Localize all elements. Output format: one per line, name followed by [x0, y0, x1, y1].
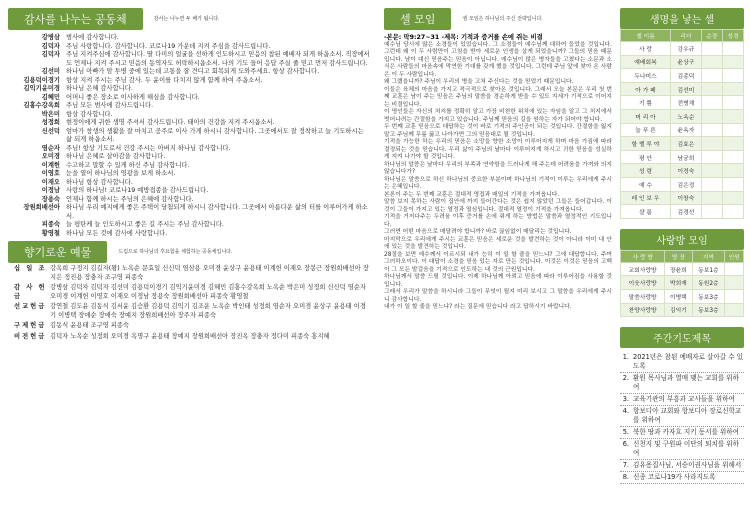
cell-row	[621, 177, 744, 191]
table-cell	[725, 262, 744, 276]
table-cell: 김경선	[671, 205, 702, 219]
gratitude-name: 김홍수강옥희	[23, 102, 60, 109]
gratitude-name: 피종숙	[41, 221, 60, 228]
table-cell: 두나미스	[621, 69, 671, 83]
gratitude-text: 주님! 항상 기도로서 건강 주시는 아버지 하나님 감사합니다.	[66, 144, 231, 152]
prayer-text: 김유용집사님, 서승이권사님을 위해서	[633, 461, 742, 470]
gratitude-name: 황영철	[41, 229, 60, 237]
prayer-number: 2.	[622, 374, 629, 383]
table-cell: 평 안	[621, 150, 671, 164]
table-cell: 찬양사랑방	[621, 303, 665, 317]
table-cell	[725, 303, 744, 317]
table-cell	[722, 205, 743, 219]
offering-row	[8, 303, 370, 320]
table-cell: 노옥순	[671, 109, 702, 123]
table-cell	[701, 82, 722, 96]
gratitude-subtitle: 감사는 나누면 두 배가 됩니다.	[153, 16, 220, 22]
table-cell	[701, 69, 722, 83]
sermon-body	[384, 34, 612, 312]
table-cell: 레 인 보 우	[621, 191, 671, 205]
prayer-text: 신종 코로나19가 사라지도록	[633, 473, 716, 482]
offering-names: 강연철 김도윤 김동식 김서윤 김승환 김용덕 김익기 김조운 노옥순 박인태 성정희 염순자 오미경 윤상구 윤용태 이경기 이병택 장애순 장애숙 장예지 장원희배선아 장주자 피종숙	[50, 303, 366, 319]
sermon-paragraph: 28절을 보면 예수께서 이르시되 내가 능히 이 일 할 줄을 믿느냐? 그에 대답합니다. 주여 그러하오이다. 이 대답이 소경을 믿음 있는 자로 만든 것입니다. 이것은 이것은 믿음의 고백이 그 모든 발걸음을 기적으로 인도하는 내 것의 근원입니다.	[384, 251, 612, 273]
table-cell	[701, 137, 722, 151]
gratitude-name: 신선덕	[41, 127, 60, 135]
prayers-list	[620, 352, 744, 484]
offering-list	[8, 265, 370, 341]
gratitude-row	[8, 68, 370, 77]
gratitude-text: 하나님 은혜 감사합니다.	[66, 85, 133, 92]
gratitude-row	[8, 102, 370, 111]
table-cell	[725, 276, 744, 290]
table-cell: 할 렐 루 야	[621, 137, 671, 151]
gratitude-text: 하나님 은혜로 살아감을 감사합니다.	[66, 153, 166, 160]
table-cell	[701, 150, 722, 164]
offering-category: 감 사 헌 금	[14, 284, 47, 300]
gratitude-name: 장용숙	[41, 195, 60, 203]
table-header: 인원	[725, 250, 744, 262]
sermon-title-badge: 셀 모임	[384, 8, 451, 30]
table-cell	[701, 109, 722, 123]
table-cell	[722, 82, 743, 96]
table-cell	[722, 96, 743, 110]
mothers-table	[620, 250, 744, 317]
table-cell: 동보3층	[692, 289, 725, 303]
offering-names: 김동식 윤용태 조구영 피종숙	[50, 322, 129, 329]
prayer-text: 신천지 및 구원파 이단의 퇴치를 위하여	[633, 440, 740, 458]
table-cell: 강우규	[671, 42, 702, 56]
prayer-item	[620, 460, 744, 472]
gratitude-text: 하나님 우리 예지에게 좋은 주택이 당첨되게 하시니 감사합니다. 그곳에서 아름다운 삶의 터를 이루어가게 하소서.	[66, 204, 368, 220]
table-cell	[722, 150, 743, 164]
room-row	[621, 276, 744, 290]
table-cell: 성 령	[621, 164, 671, 178]
table-header: 성경	[722, 30, 743, 42]
table-cell: 예 수	[621, 177, 671, 191]
cell-row	[621, 191, 744, 205]
gratitude-row	[8, 170, 370, 179]
table-cell: 샬 롬	[621, 205, 671, 219]
gratitude-name: 김덕자	[41, 51, 60, 58]
sermon-heading: -본문: 막9:27~31 -제목: 기적과 증거를 손에 쥐는 비결	[384, 34, 543, 41]
prayer-item	[620, 394, 744, 406]
gratitude-name: 이영호	[41, 170, 60, 177]
table-cell: 박희재	[665, 276, 692, 290]
table-cell	[701, 205, 722, 219]
gratitude-text: 주님 지켜주심에 감사합니다. 딸 다미의 얼굴을 선하게 인도하시고 믿음의 참된 예배자 되게 하옵소서. 직장에서도 언제나 지켜 주시고 믿음의 동역자도 허락하시옵소서. 나의 기도 들어 응답 주실 줄 믿고 먼저 감사드립니다.	[66, 51, 370, 67]
offering-row	[8, 333, 370, 342]
gratitude-text: 엄마가 창생의 생활을 잘 마치고 공주로 이사 가게 하시니 감사합니다. 그곳에서도 잘 정착하고 늘 기도하시는 삶 되게 하옵소서.	[66, 127, 364, 143]
table-cell: 윤상구	[671, 55, 702, 69]
table-cell: 동보1층	[692, 262, 725, 276]
table-header: 방 장	[665, 250, 692, 262]
gratitude-text: 항상 지켜 주시는 주님 감사. 두 윤이를 다치지 않게 함께 하여 주옵소서.	[66, 76, 263, 84]
table-cell	[722, 191, 743, 205]
sermon-paragraph: 이 명인들은 자신의 처지를 정확히 알고 가장 비천한 위치에 있는 자임을 알고 그 처지에서 벗어나려는 간절함을 가지고 있습니다. 주님께 믿음의 길을 원하는 자가 되어야 합니다.	[384, 109, 612, 123]
gratitude-name: 이재오	[41, 178, 60, 186]
table-cell: 김효은	[671, 137, 702, 151]
mothers-title: 사랑방 모임	[620, 229, 744, 250]
table-cell	[701, 191, 722, 205]
right-column	[620, 8, 744, 484]
prayer-text: 2021년은 참된 예배자로 살아갈 수 있도록	[633, 353, 744, 371]
prayer-number: 5.	[622, 428, 629, 437]
prayers-title: 주간기도제목	[620, 327, 744, 348]
table-cell	[722, 42, 743, 56]
gratitude-name: 오미경	[41, 153, 60, 160]
table-cell: 말씀사랑방	[621, 289, 665, 303]
gratitude-row	[8, 43, 370, 52]
table-cell	[722, 109, 743, 123]
prayer-text: 교육기관의 부흥과 교사들을 위하여	[633, 395, 735, 404]
cell-row	[621, 123, 744, 137]
cell-row	[621, 109, 744, 123]
table-cell: 머 리 아	[621, 109, 671, 123]
gratitude-row	[8, 119, 370, 128]
table-cell: 동보3층	[692, 303, 725, 317]
table-cell: 전병채	[671, 96, 702, 110]
offering-category: 선교헌금	[14, 303, 47, 310]
offering-names: 김덕자 노옥순 성정희 오미경 옥명구 윤용태 장예지 장원희배선아 장진옥 장충자 정다미 피종숙 홍지혜	[50, 332, 330, 340]
table-cell: 김종덕	[671, 69, 702, 83]
gratitude-text: 하나님 항상 감사합니다.	[66, 178, 133, 186]
gratitude-text: 수고하고 말할 수 있게 하신 주님 감사합니다.	[66, 161, 190, 169]
table-cell: 윤옥자	[671, 123, 702, 137]
gratitude-name: 염순자	[41, 144, 60, 152]
sermon-paragraph: 마지막으로 우리에게 주시는 교훈은 믿음은 세로운 것을 발견하는 것이 아니라 이미 내 안에 있는 것을 발견하는 것입니다.	[384, 236, 612, 250]
sermon-subtitle: 셀 모임은 하나님의 주신 전략입니다.	[462, 16, 543, 22]
offering-names: 강병삼 김덕자 김덕자 김선미 김용덕이경기 김익기윤미경 김혜민 김홍수강옥희 노옥순 박은미 성정희 신신덕 염순자 오미경 이계헌 이영호 이재오 이정남 장용숙 장원희배선아 피종숙 황영철	[50, 284, 366, 300]
cell-row	[621, 55, 744, 69]
sermon-paragraph: 내가 이 일 할 줄을 믿느냐? 라는 질문에 믿습니다 라고 답하시기 바랍니다.	[384, 304, 572, 310]
sermon-paragraphs	[384, 42, 612, 312]
table-cell	[722, 177, 743, 191]
offering-category: 비전헌금	[14, 332, 47, 340]
table-cell: 김선미	[671, 82, 702, 96]
offering-section	[8, 241, 370, 341]
table-cell: 김익기	[665, 303, 692, 317]
gratitude-name: 김덕자	[41, 42, 60, 50]
gratitude-text: 주님 모든 범사에 감사드립니다.	[66, 102, 154, 109]
sermon-paragraph: 기적을 거저다주는 두려움 이후 증거를 손에 쥐게 하는 방법은 말씀과 열정적인 기도입니다.	[384, 214, 612, 228]
offering-category: 구제헌금	[14, 322, 47, 329]
gratitude-text: 언제나 함께 하시는 주님의 은혜에 감사합니다.	[66, 195, 194, 203]
table-cell	[701, 42, 722, 56]
gratitude-row	[8, 51, 370, 68]
prayer-item	[620, 406, 744, 427]
offering-subtitle: 드림으로 하나님의 후요함을 체험하는 공동체입니다.	[118, 249, 233, 255]
gratitude-name: 김선미	[41, 68, 60, 75]
prayer-number: 7.	[622, 461, 629, 470]
sermon-paragraph: 말씀 보지 못하는 사람이 집안에 까지 들어간다는 것은 쉽지 않았던 그들은 들어갑니다. 이것이 그들이 가지고 있는 열정과 열심입니다. 절대적 열정이 기적을 가져옵니다.	[384, 199, 612, 213]
room-row	[621, 303, 744, 317]
table-cell	[722, 137, 743, 151]
gratitude-name: 강병삼	[41, 34, 60, 41]
offering-header	[8, 241, 370, 263]
gratitude-text: 항상 감사합니다.	[66, 110, 113, 118]
prayer-item	[620, 439, 744, 460]
offering-category: 십 일 조	[14, 265, 47, 272]
table-cell	[722, 123, 743, 137]
gratitude-row	[8, 34, 370, 43]
sermon-paragraph: 이들은 육체의 마음을 가지고 적극적으로 찾아온 것입니다. 그래서 오늘 본문은 우리 첫 번째 교훈은 남이 주는 믿음은 주님의 말씀을 경순하게 받을 수 있도 지세가 기적으로 이어지는 비결입니다.	[384, 86, 612, 108]
gratitude-row	[8, 162, 370, 171]
cell-row	[621, 150, 744, 164]
gratitude-text: 사랑의 하나님! 코로나19 예방접종을 감사드립니다.	[66, 187, 209, 194]
gratitude-row	[8, 204, 370, 221]
prayer-number: 8.	[622, 473, 629, 482]
table-cell: 예배회복	[621, 55, 671, 69]
offering-row	[8, 265, 370, 282]
gratitude-list	[8, 34, 370, 238]
cell-row	[621, 137, 744, 151]
room-row	[621, 262, 744, 276]
gratitude-row	[8, 77, 370, 86]
gratitude-text: 눈을 열어 하나님의 영광을 보게 하소서.	[66, 170, 176, 177]
sermon-paragraph: 예수님 당시에 많은 소경들이 있었습니다. 그 소경들이 예수님께 대하여 들었을 것입니다. 그런데 왜 이 두 사람만이 고침을 받아 세로운 인생을 살게 되었을니까? 그들의 믿음 때문입니다. 남이 대신 믿음주는 믿음이 아닙니다. 예수님이 많은 병자들을 고쳤다는 소문과 소식은 사람들의 마음속에 막연한 기대를 갖게 했을 것입니다. 그런데 주님 앞에 찾아 온 사람은 이 두 사람입니다.	[384, 41, 612, 78]
prayer-number: 3.	[622, 395, 629, 404]
sermon-paragraph: 하나님의 말씀은 날마다 우리의 부족과 연약함을 드러나게 해 주는데 어려움을 가져와 의지 않습니다가?	[384, 161, 612, 175]
cell-row	[621, 69, 744, 83]
table-cell: 장윤희	[665, 262, 692, 276]
cell-row	[621, 96, 744, 110]
table-cell: 동원2층	[692, 276, 725, 290]
gratitude-row	[8, 128, 370, 145]
table-header: 순장	[701, 30, 722, 42]
prayer-item	[620, 352, 744, 373]
room-row	[621, 289, 744, 303]
cell-row	[621, 82, 744, 96]
offering-row	[8, 322, 370, 331]
table-header: 셀 이름	[621, 30, 671, 42]
gratitude-text: 현정이에게 귀한 생명 주셔서 감사드립니다. 태아의 건강을 지켜 주시옵소서.	[66, 119, 275, 126]
gratitude-name: 박은미	[41, 110, 60, 118]
table-cell	[701, 164, 722, 178]
left-column	[8, 8, 370, 341]
offering-row	[8, 284, 370, 301]
gratitude-text: 하나님 모든 것에 감사에 사랑합니다.	[66, 229, 168, 237]
table-cell	[722, 55, 743, 69]
prayer-item	[620, 427, 744, 439]
sermon-header	[384, 8, 612, 30]
table-cell	[722, 69, 743, 83]
gratitude-text: 범사에 감사합니다.	[66, 34, 119, 41]
gratitude-name: 성정희	[41, 119, 60, 126]
gratitude-row	[8, 179, 370, 188]
prayer-text: 북한 땅과 카자흐 지키 동서를 위하여	[633, 428, 740, 437]
table-cell: 이병택	[665, 289, 692, 303]
prayer-number: 1.	[622, 353, 629, 362]
table-cell: 사 랑	[621, 42, 671, 56]
table-cell: 이웃사랑방	[621, 276, 665, 290]
gratitude-header	[8, 8, 370, 30]
gratitude-row	[8, 196, 370, 205]
gratitude-name: 이정남	[41, 187, 60, 194]
sermon-paragraph: 본론이 주는 두 번째 교훈은 절대적 영접과 매일의 기적을 가져옵니다.	[384, 191, 560, 198]
table-cell: 이정숙	[671, 164, 702, 178]
sermon-paragraph: 기적을 가능한 하는 우리의 믿음은 소망을 향한 소망이 이루어지게 하며 마음 가짐에 따라 결정되는 것을 믿습니다. 우리 삶이 주님의 날마다 이루어지게 하시고 귀한 믿음을 성실하게 지켜 나가야 할 것입니다.	[384, 139, 612, 160]
table-cell: 이창숙	[671, 191, 702, 205]
cells-table	[620, 29, 744, 219]
cells-title: 생명을 낳는 셀	[620, 8, 744, 29]
sermon-paragraph: 하나님은 말씀으로 하신 하나님의 중요한 부분이며 하나님의 기적이 이루는 우리에게 주시는 은혜입니다.	[384, 176, 612, 190]
gratitude-row	[8, 85, 370, 94]
table-header: 사 랑 방	[621, 250, 665, 262]
table-cell: 아 가 페	[621, 82, 671, 96]
sermon-paragraph: 두 번째 교훈 믿음으로 대답하는 것이 바로 기적의 주인공이 되는 것입니다. 간절함을 잃지 말고 주님께 무릎 꿇고 나아가면 그의 믿음대로 될 것입니다.	[384, 124, 612, 138]
table-header: 리더	[671, 30, 702, 42]
table-header: 지역	[692, 250, 725, 262]
gratitude-name: 이계헌	[41, 161, 60, 169]
gratitude-name: 김익기윤미경	[23, 85, 60, 92]
table-cell	[701, 123, 722, 137]
table-cell: 김은정	[671, 177, 702, 191]
prayer-item	[620, 472, 744, 484]
offering-names: 강옥희 구정지 김길자(왕) 노옥순 문효일 신신덕 염삼용 오미경 윤상구 윤용태 이계헌 이재오 장봉근 장원희배선아 장지은 정진용 장충자 조구영 피종숙	[50, 265, 369, 281]
table-cell	[701, 177, 722, 191]
gratitude-row	[8, 111, 370, 120]
cell-row	[621, 42, 744, 56]
table-cell	[722, 164, 743, 178]
gratitude-name: 장원희배선아	[23, 204, 60, 211]
cell-row	[621, 205, 744, 219]
table-cell: 늘 푸 른	[621, 123, 671, 137]
gratitude-text: 어머니 좋은 장소로 이사하게 해심을 감사합니다.	[66, 93, 200, 101]
gratitude-row	[8, 145, 370, 154]
sermon-paragraph: 그래서 우리가 말씀을 하시니라 그들이 무엇이 될지 미리 보시고 그 말씀을 우리에게 주시니 감사합니다.	[384, 289, 612, 303]
gratitude-text: 하나님 아빠가 암 투병 중에 있는데 고통을 잘 견디고 회복되게 도와주세요. 항상 감사합니다.	[66, 68, 320, 75]
middle-column	[384, 8, 612, 312]
table-cell: 남궁희	[671, 150, 702, 164]
gratitude-name: 김용덕이경기	[23, 76, 60, 84]
prayer-text: 항보디아 교회와 항보디아 장로신학교를 위하여	[633, 407, 742, 425]
offering-title: 향기로운 예물	[8, 241, 107, 263]
prayer-number: 6.	[622, 440, 629, 449]
gratitude-row	[8, 153, 370, 162]
gratitude-text: 주님 사랑합니다. 감사합니다. 코로나19 가운데 지켜 주심을 감사드립니다.	[66, 42, 271, 50]
gratitude-row	[8, 230, 370, 239]
table-cell: 기 쁨	[621, 96, 671, 110]
cell-row	[621, 164, 744, 178]
table-cell: 교회사랑방	[621, 262, 665, 276]
sermon-paragraph: 왜 그랬을니까? 주님이 우리의 병을 고쳐 주신다는 것을 믿었기 때문입니다.	[384, 79, 574, 85]
sermon-paragraph: 그러면 어떤 마음으로 매달려야 합니까? 바로 끊임없이 매달리는 것입니다.	[384, 229, 572, 235]
sermon-paragraph: 하나님께서 말씀 드릴 것입니다. 이제 하나님께 아뢰고 믿음에 따라 이루어짐을 사용할 것입니다.	[384, 274, 612, 288]
prayer-number: 4.	[622, 407, 629, 416]
gratitude-row	[8, 221, 370, 230]
table-cell	[701, 96, 722, 110]
gratitude-text: 늘 평탄케 늘 인도하시고 좋은 길 주시는 주님 감사합니다.	[66, 221, 224, 228]
gratitude-title: 감사를 나누는 공동체	[8, 8, 143, 30]
gratitude-row	[8, 187, 370, 196]
prayer-item	[620, 373, 744, 394]
gratitude-row	[8, 94, 370, 103]
table-cell	[725, 289, 744, 303]
prayer-text: 환원 목사님과 열매 맺는 교회를 위하여	[633, 374, 740, 392]
table-cell	[701, 55, 722, 69]
gratitude-name: 김혜민	[41, 93, 60, 101]
